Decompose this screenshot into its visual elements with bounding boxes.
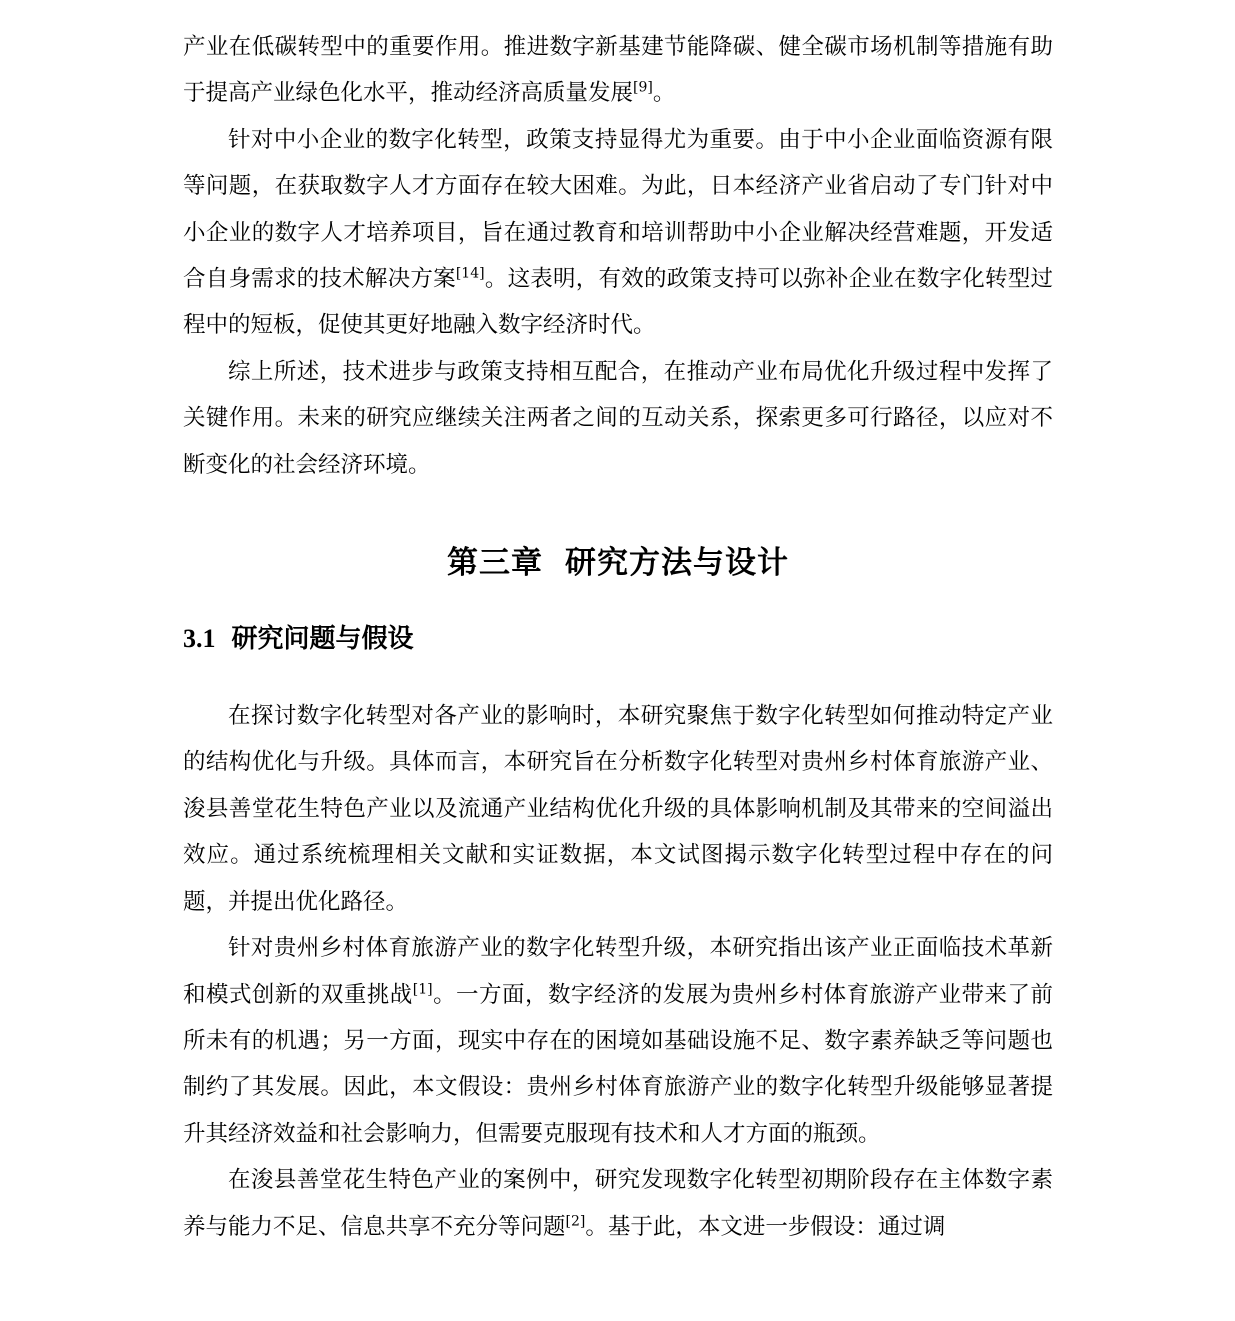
body-paragraph — [183, 693, 1053, 925]
body-paragraph — [183, 925, 1053, 1157]
paragraph-text: 。一方面，数字经济的发展为贵州乡村体育旅游产业带来了前所未有的机遇；另一方面，现实中存在的困境如基础设施不足、数字素养缺乏等问题也制约了其发展。因此，本文假设：贵州乡村体育旅游产业的数字化转型升级能够显著提升其经济效益和社会影响力，但需要克服现有技术和人才方面的瓶颈。 — [183, 981, 1053, 1147]
body-paragraph — [183, 117, 1053, 349]
chapter-title — [183, 533, 1053, 593]
body-paragraph-continued — [183, 24, 1053, 117]
citation-ref: [1] — [412, 981, 433, 997]
paragraph-text: 。 — [652, 80, 676, 107]
paragraph-text: 。基于此，本文进一步假设：通过调 — [585, 1213, 946, 1240]
body-paragraph — [183, 1157, 1053, 1250]
paragraph-text: 针对中小企业的数字化转型，政策支持显得尤为重要。由于中小企业面临资源有限等问题，在获取数字人才方面存在较大困难。为此，日本经济产业省启动了专门针对中小企业的数字人才培养项目，旨在通过教育和培训帮助中小企业解决经营难题，开发适合自身需求的技术解决方案 — [183, 126, 1053, 293]
body-paragraph — [183, 349, 1053, 488]
chapter-label: 第三章 — [447, 545, 543, 582]
paragraph-text: 针对贵州乡村体育旅游产业的数字化转型升级，本研究指出该产业正面临技术革新和模式创新的双重挑战 — [183, 935, 1053, 1008]
paragraph-text: 在浚县善堂花生特色产业的案例中，研究发现数字化转型初期阶段存在主体数字素养与能力不足、信息共享不充分等问题 — [183, 1167, 1053, 1240]
document-page — [183, 24, 1053, 1250]
section-number: 3.1 — [183, 624, 216, 654]
paragraph-text: 在探讨数字化转型对各产业的影响时，本研究聚焦于数字化转型如何推动特定产业的结构优化与升级。具体而言，本研究旨在分析数字化转型对贵州乡村体育旅游产业、浚县善堂花生特色产业以及流通产业结构优化升级的具体影响机制及其带来的空间溢出效应。通过系统梳理相关文献和实证数据，本文试图揭示数字化转型过程中存在的问题，并提出优化路径。 — [183, 703, 1053, 915]
paragraph-text: 。这表明，有效的政策支持可以弥补企业在数字化转型过程中的短板，促使其更好地融入数字经济时代。 — [183, 266, 1053, 339]
section-heading — [183, 615, 1053, 663]
paragraph-text: 产业在低碳转型中的重要作用。推进数字新基建节能降碳、健全碳市场机制等措施有助于提高产业绿色化水平，推动经济高质量发展 — [183, 34, 1053, 107]
section-name: 研究问题与假设 — [231, 624, 414, 655]
paragraph-text: 综上所述，技术进步与政策支持相互配合，在推动产业布局优化升级过程中发挥了关键作用。未来的研究应继续关注两者之间的互动关系，探索更多可行路径，以应对不断变化的社会经济环境。 — [183, 358, 1053, 478]
citation-ref: [9] — [633, 79, 653, 96]
citation-ref: [14] — [455, 265, 485, 282]
chapter-name: 研究方法与设计 — [565, 545, 789, 582]
citation-ref: [2] — [565, 1213, 586, 1230]
